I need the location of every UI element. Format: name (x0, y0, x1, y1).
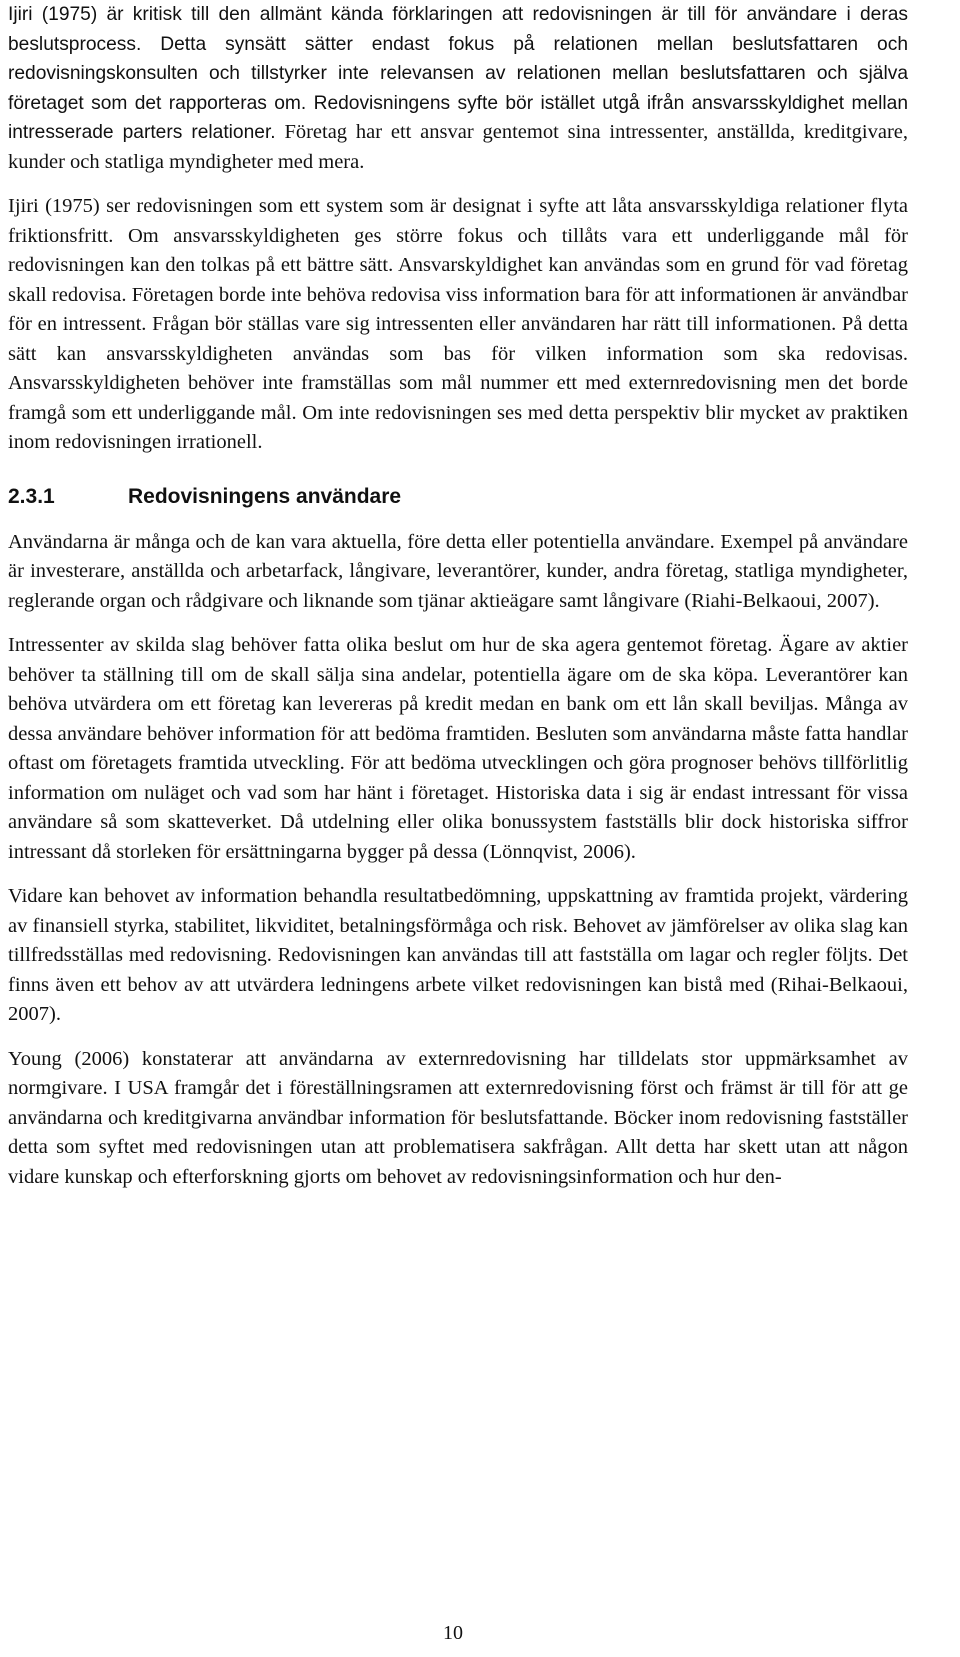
paragraph-ijiri-critique-serif: Företag har ett ansvar gentemot sina intressenter, anställda, kreditgivare, kunder och statliga myndigheter med mera. (8, 121, 909, 173)
paragraph-stakeholders: Intressenter av skilda slag behöver fatta olika beslut om hur de ska agera gentemot företag. Ägare av aktier behöver ta ställning till om de skall sälja sina andelar, potentiella ägare om de ska köpa. Leverantörer kan behöva utvärdera om ett företag kan levereras på kredit medan en bank om ett lån skall beviljas. Många av dessa användare behöver information för att bedöma framtiden. Besluten som användarna måste fatta handlar oftast om företagets framtida utveckling. För att bedöma utvecklingen och göra prognoser behövs tillförlitlig information om nuläget och vad som har hänt i företaget. Historiska data i sig är endast intressant för vissa användare så som skatteverket. Då utdelning eller olika bonussystem fastställs blir dock historiska siffror intressant då storleken för ersättningarna bygger på dessa (Lönnqvist, 2006). (8, 634, 908, 863)
paragraph-young: Young (2006) konstaterar att användarna av externredovisning har tilldelats stor uppmärksamhet av normgivare. I USA framgår det i föreställningsramen att externredovisning först och främst är till för att ge användarna och kreditgivarna användbar information för beslutsfattande. Böcker inom redovisning fastställer detta som syftet med redovisningen utan att problematisera sakfrågan. Allt detta har skett utan att någon vidare kunskap och efterforskning gjorts om behovet av redovisningsinformation och hur den- (8, 1047, 908, 1188)
section-number: 2.3.1 (8, 484, 55, 508)
paragraph-users: Användarna är många och de kan vara aktuella, före detta eller potentiella användare. Exempel på användare är investerare, anställda och arbetarfack, långivare, leverantörer, kunder, andra företag, statliga myndigheter, reglerande organ och rådgivare och liknande som tjänar aktieägare samt långivare (Riahi-Belkaoui, 2007). (8, 530, 908, 612)
paragraph-information-needs: Vidare kan behovet av information behandla resultatbedömning, uppskattning av framtida projekt, värdering av finansiell styrka, stabilitet, likviditet, betalningsförmåga och risk. Behovet av jämförelser av olika slag kan tillfredsställas med redovisning. Redovisningen kan användas till att fastställa om lagar och regler följts. Det finns även ett behov av att utvärdera ledningens arbete vilket redovisningen kan bistå med (Rihai-Belkaoui, 2007). (8, 885, 908, 1025)
page-number: 10 (443, 1622, 463, 1644)
section-title: Redovisningens användare (128, 484, 402, 508)
paragraph-ijiri-system: Ijiri (1975) ser redovisningen som ett system som är designat i syfte att låta ansvarsskyldiga relationer flyta friktionsfritt. Om ansvarsskyldigheten ges större fokus och tillåts vara ett underliggande mål för redovisningen kan den tolkas på ett bättre sätt. Ansvarskyldighet kan användas som en grund för vad företag skall redovisa. Företagen borde inte behöva redovisa viss information bara för att informationen är användbar för en intressent. Frågan bör ställas vare sig intressenten eller användaren har rätt till informationen. På detta sätt kan ansvarsskyldigheten användas som bas för vilken information som ska redovisas. Ansvarsskyldigheten behöver inte framställas som mål nummer ett med externredovisning men det borde framgå som ett underliggande mål. Om inte redovisningen ses med detta perspektiv blir mycket av praktiken inom redovisningen irrationell. (8, 195, 908, 453)
section-heading (8, 482, 908, 512)
document-page (8, 0, 908, 1192)
paragraph-ijiri-critique-sans: Ijiri (1975) är kritisk till den allmänt kända förklaringen att redovisningen är till för användare i deras beslutsprocess. Detta synsätt sätter endast fokus på relationen mellan beslutsfattaren och redovisningskonsulten och tillstyrker inte relevansen av relationen mellan beslutsfattaren och själva företaget som det rapporteras om. Redovisningens syfte bör istället utgå ifrån ansvarsskyldighet mellan intresserade parters relationer. (8, 4, 908, 143)
paragraph-ijiri-critique (8, 0, 908, 177)
